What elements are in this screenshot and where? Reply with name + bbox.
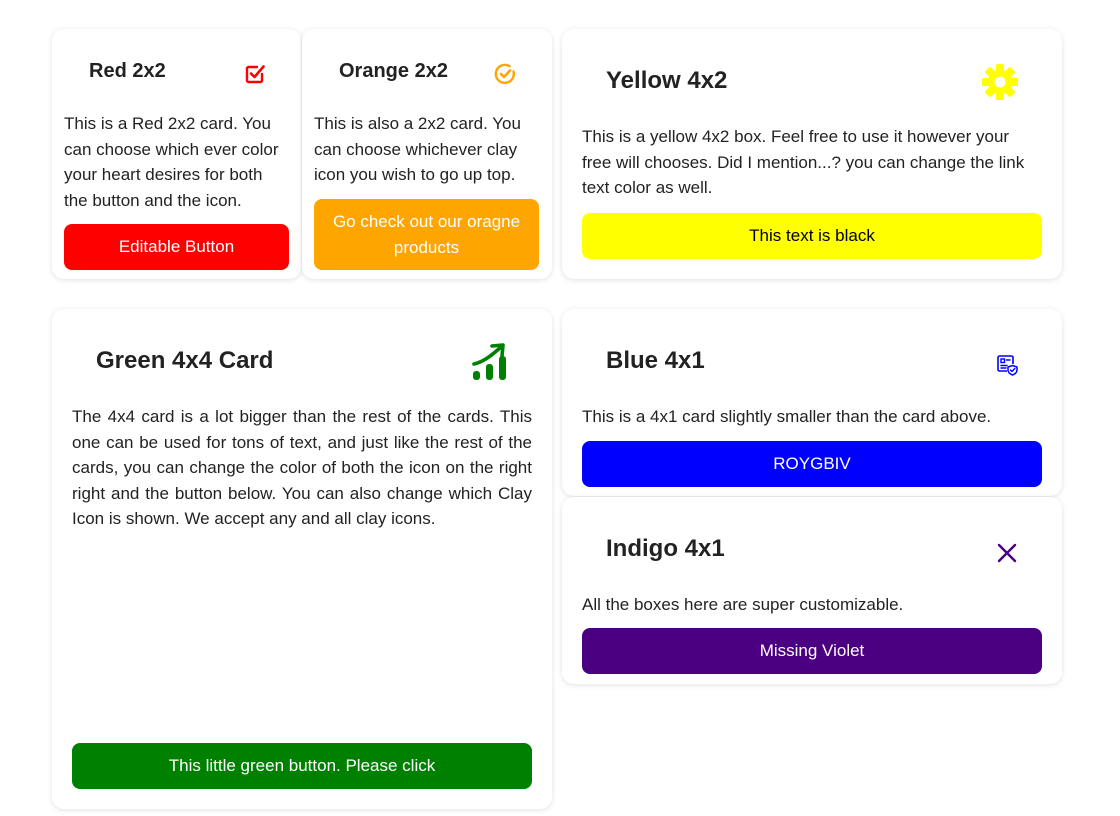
card-text: This is a yellow 4x2 box. Feel free to use it however your free will chooses. Did I mention...? you can change the link text color as well. bbox=[582, 127, 1025, 197]
card-title: Indigo 4x1 bbox=[606, 535, 725, 562]
check-circle-icon bbox=[493, 62, 517, 91]
editable-button[interactable]: Editable Button bbox=[64, 224, 289, 270]
card-title: Red 2x2 bbox=[89, 60, 166, 82]
green-card bbox=[52, 309, 552, 809]
orange-products-button[interactable]: Go check out our oragne products bbox=[314, 199, 539, 270]
document-shield-icon bbox=[995, 353, 1019, 382]
orange-card bbox=[302, 29, 552, 279]
missing-violet-button[interactable]: Missing Violet bbox=[582, 628, 1042, 674]
black-text-button[interactable]: This text is black bbox=[582, 213, 1042, 259]
red-card bbox=[52, 29, 301, 279]
card-title: Orange 2x2 bbox=[339, 60, 448, 82]
card-text: This is a 4x1 card slightly smaller than the card above. bbox=[582, 407, 992, 426]
growth-chart-icon bbox=[471, 343, 509, 386]
green-button[interactable]: This little green button. Please click bbox=[72, 743, 532, 789]
close-icon bbox=[995, 541, 1019, 570]
card-text: This is also a 2x2 card. You can choose whichever clay icon you wish to go up top. bbox=[314, 114, 521, 184]
roygbiv-button[interactable]: ROYGBIV bbox=[582, 441, 1042, 487]
yellow-card bbox=[562, 29, 1062, 279]
gear-icon bbox=[981, 63, 1019, 106]
checkbox-checked-icon bbox=[243, 62, 267, 91]
card-title: Green 4x4 Card bbox=[96, 347, 274, 374]
card-title: Yellow 4x2 bbox=[606, 67, 728, 94]
card-text: This is a Red 2x2 card. You can choose which ever color your heart desires for both the button and the icon. bbox=[64, 114, 279, 210]
indigo-card bbox=[562, 497, 1062, 684]
card-title: Blue 4x1 bbox=[606, 347, 705, 374]
card-text: All the boxes here are super customizable. bbox=[582, 595, 904, 614]
blue-card bbox=[562, 309, 1062, 496]
card-text: The 4x4 card is a lot bigger than the rest of the cards. This one can be used for tons of text, and just like the rest of the cards, you can change the color of both the icon on the right right and the button below. You can also change which Clay Icon is shown. We accept any and all clay icons. bbox=[72, 407, 532, 528]
